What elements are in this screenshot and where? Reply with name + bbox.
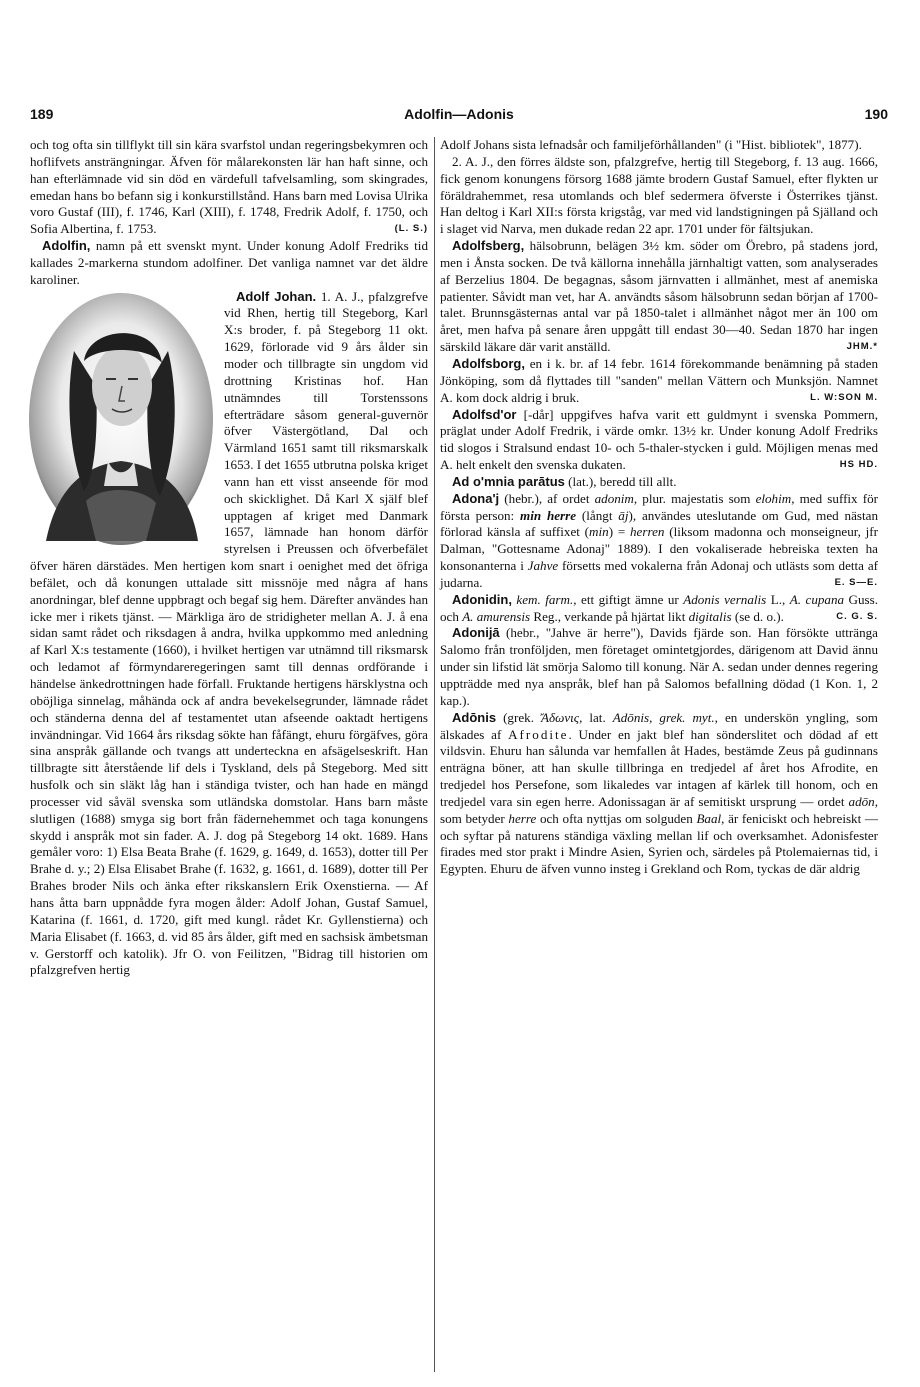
entry-continuation: Adolf Johans sista lefnadsår och familjeförhållanden" (i "Hist. bibliotek", 1877). [440,137,862,152]
entry-adonija: Adonijā (hebr., "Jahve är herre"), Davids fjärde son. Han försökte uttränga Salomo från tronföljden, men företaget omintetgjordes, därigenom att David ännu under sin lifstid lät smörja Salomo till konung. När A. sedan under dennes regering uppträdde med nya anspråk, blef han på Salomos befallning dödad (1 Kon. 1, 2 kap.). [440,625,878,708]
page-number-right: 190 [864,106,888,122]
entry-adolfsdor: Adolfsd'or [-dår] uppgifves hafva varit ett guldmynt i svenska Pommern, präglat under Adolf Fredrik, i värde omkr. 13½ kr. Under konung Adolf Fredriks tid slogos i Stralsund endast 10- och 5-thaler-stycken i guld. Möjligen menas med A. helt enkelt den svenska dukaten. HS HD. [440,406,878,473]
column-divider [434,137,435,1372]
author-signature: (L. S.) [394,223,428,235]
entry-headword: Adolfsd'or [452,406,517,422]
entry-headword: Adolf Johan. [236,288,317,304]
author-signature: JHM.* [846,341,878,353]
page-number-left: 189 [30,106,54,122]
entry-headword: Adona'j [452,490,500,506]
entry-ad-omnia: Ad o'mnia parātus (lat.), beredd till allt. [452,473,677,489]
entry-headword: Adolfsberg, [452,238,525,254]
entry-headword: Adōnis [452,709,497,725]
left-column [30,137,428,979]
entry-adonaj: Adona'j (hebr.), af ordet adonim, plur. majestatis som elohim, med suffix för första person: min herre (långt āj), användes uteslutande om Gud, med nästan förlorad känsla af suffixet (min) = herren (liksom madonna och monseigneur, jfr Dalman, "Gottesname Adonaj" 1889). I den vokaliserade hebreiska texten ha konsonanterna i Jahve försetts med vokalerna från Adonaj och utlästs som detta af judarna. E. S—E. [440,490,879,590]
entry-adolf-johan: Adolf Johan. 1. A. J., pfalzgrefve vid Rhen, hertig till Stegeborg, Karl X:s broder, f. på Stegeborg 11 okt. 1629, förlorade vid 9 års ålder sin moder och tillbragte sin ungdom vid drottning Kristinas hof. Han utnämndes till Torstenssons efterträdare såsom general-guvernör öfver Västergötland, Dal och Värmland 1651 samt till riksmarskalk 1653. I det 1655 utbrutna polska kriget vann han ett visst anseende för mod och skicklighet. Då Karl X själf blef upptagen af kriget med Danmark 1657, lämnade han honom därför styrelsen i Preussen och öfverbefälet öfver hären därstädes. Men hertigen kom snart i oenighet med det öfriga befälet, och då konungen uttalade sitt missnöje med några af hans anordningar, blef denne uppbragt och begaf sig hem. Därefter användes han icke mer i rikets tjänst. — Märkliga äro de stridigheter mellan A. J. å ena sidan samt rådet och riksdagen å andra, hvilka uppkommo med anledning af Karl X:s testamente (1660), i hvilket hertigen var utnämnd till riksmarsk och ledamot af förmyndareregeringen samt till dennas ordförande i händelse änkedrottningen hade förfall. Fruktande hertigens härsklystna och oböjliga sinnelag, måhända ock af andra bevekelsegrunder, lämnade rådet och ständerna denna del af testamentet utan afseende oaktadt hertigens invändningar. Vid 1664 års riksdag sökte han fåfängt, ehuru förgäfves, göra sina anspråk gällande och tvangs att underteckna en afsägelseskrift. Han tillbragte sitt återstående lif dels i Tyskland, dels på Stegeborg. Med sitt husfolk och sin släkt låg han i ständiga tvister, och han hade en mängd processer vid såväl svenska som utländska domstolar. Hans barn måste slutligen (1688) smyga sig bort från fädernehemmet och taga konungens skydd i anspråk mot sin fader. A. J. dog på Stegeborg 14 okt. 1689. Hans gemåler voro: 1) Elsa Beata Brahe (f. 1629, g. 1649, d. 1653), dotter till Per Brahe d. y.; 2) Elsa Elisabet Brahe (f. 1632, g. 1661, d. 1689), dotter till Per Brahes broder Nils och änka efter rikskanslern Erik Oxenstierna. — Af hans åtta barn uppnådde fyra mogen ålder: Adolf Johan, Gustaf Samuel, Katarina (f. 1661, d. 1720, gift med kungl. rådet Kr. Gyllenstierna) och Maria Elisabet (f. 1663, d. vid 85 års ålder, gift med en sachsisk ämbetsman v. Gerstorff och katolik). Jfr O. von Feilitzen, "Bidrag till historien om pfalzgrefven hertig [30,289,428,980]
entry-adonis: Adōnis (grek. Ἄδωνις, lat. Adōnis, grek. myt., en underskön yngling, som älskades af Afrodite. Under en jakt blef han sönderslitet och dödad af ett vildsvin. Ehuru han sålunda var hemfallen åt Hades, bestämde Zeus på gudinnans enträgna böner, att han skulle tillbringa en tredjedel af året hos Afrodite, en tredjedel hos Persefone, som likaledes var intagen af kärlek till honom, och en tredjedel vara sin egen herre. Adonissagan är af semitiskt ursprung — ordet adōn, som betyder herre och ofta nyttjas om solguden Baal, är feniciskt och hebreiskt — och syftar på naturens ständiga växling mellan lif och overksamhet. Adonisfester firades med stor prakt i Mindre Asien, Syrien och, särdeles på Ptolemaiernas tid, i Egypten. Ehuru de äfven vunno insteg i Grekland och Rom, tyckas de där aldrig [440,709,879,877]
entry-adolfsberg: Adolfsberg, hälsobrunn, belägen 3½ km. söder om Örebro, på stadens jord, men i Ånsta socken. De två källorna innehålla järnhaltigt vatten, som analyserades af Berzelius 1804. De begagnas, såsom järnvatten i allmänhet, mest af anemiska patienter. Såvidt man vet, har A. användts såsom hälsobrunn sedan början af 1700-talet. Brunnsgästernas antal var på 1850-talet i allmänhet något mer än 100 om året, men hafva på senare åren uppgått till endast 30—40. Sedan 1870 har ingen särskild läkare där varit anställd. JHM.* [440,238,878,355]
entry-headword: Ad o'mnia parātus [452,473,565,489]
author-signature: L. W:SON M. [810,391,878,403]
entry-adonidin: Adonidin, kem. farm., ett giftigt ämne ur Adonis vernalis L., A. cupana Guss. och A. amurensis Reg., verkande på hjärtat likt digitalis (se d. o.). C. G. S. [440,591,879,624]
entry-adolfin: Adolfin, namn på ett svenskt mynt. Under konung Adolf Fredriks tid kallades 2-markerna stundom adolfiner. Det vanliga namnet var det äldre karoliner. [30,238,428,287]
entry-headword: Adolfsborg, [452,355,525,371]
running-header [30,106,888,128]
entry-headword: Adonidin, [452,591,512,607]
portrait-engraving [26,291,216,549]
entry-headword: Adonijā [452,625,500,641]
right-column [440,137,878,878]
entry-headword: Adolfin, [42,238,91,254]
entry-adolf-johan-2: 2. A. J., den förres äldste son, pfalzgrefve, hertig till Stegeborg, f. 13 aug. 1666, fick genom konungens försorg 1688 jämte brodern Gustaf Samuel, efter flykten ur föräldrahemmet, resa utomlands och blef sedermera öfverste i Österrikes tjänst. Han deltog i Karl XII:s första krigståg, var med vid landstigningen på Själland och i slaget vid Narva, men dukade redan 22 apr. 1701 under för fältsjukan. [440,153,878,237]
author-signature: C. G. S. [836,610,878,622]
entry-continuation: och tog ofta sin tillflykt till sin kära svarfstol undan regeringsbekymren och hoflifvets ansträngningar. Äfven för målarekonsten lär han haft sinne, och han efterlämnade vid sin död en värdefull tafvelsamling, som skingrades, emedan hans bo befann sig i konkurstillstånd. Hans barn med Lovisa Ulrika voro Gustaf (III), f. 1746, Karl (XIII), f. 1748, Fredrik Adolf, f. 1750, och Sofia Albertina, f. 1753. (L. S.) [30,137,428,237]
author-signature: E. S—E. [834,576,878,588]
entry-adolfsborg: Adolfsborg, en i k. br. af 14 febr. 1614 förekommande benämning på staden Jönköping, som då flyttades till "sanden" mellan Vättern och Munksjön. Namnet A. kom dock aldrig i bruk. L. W:SON M. [440,355,878,405]
running-title: Adolfin—Adonis [404,106,514,122]
author-signature: HS HD. [839,459,878,471]
